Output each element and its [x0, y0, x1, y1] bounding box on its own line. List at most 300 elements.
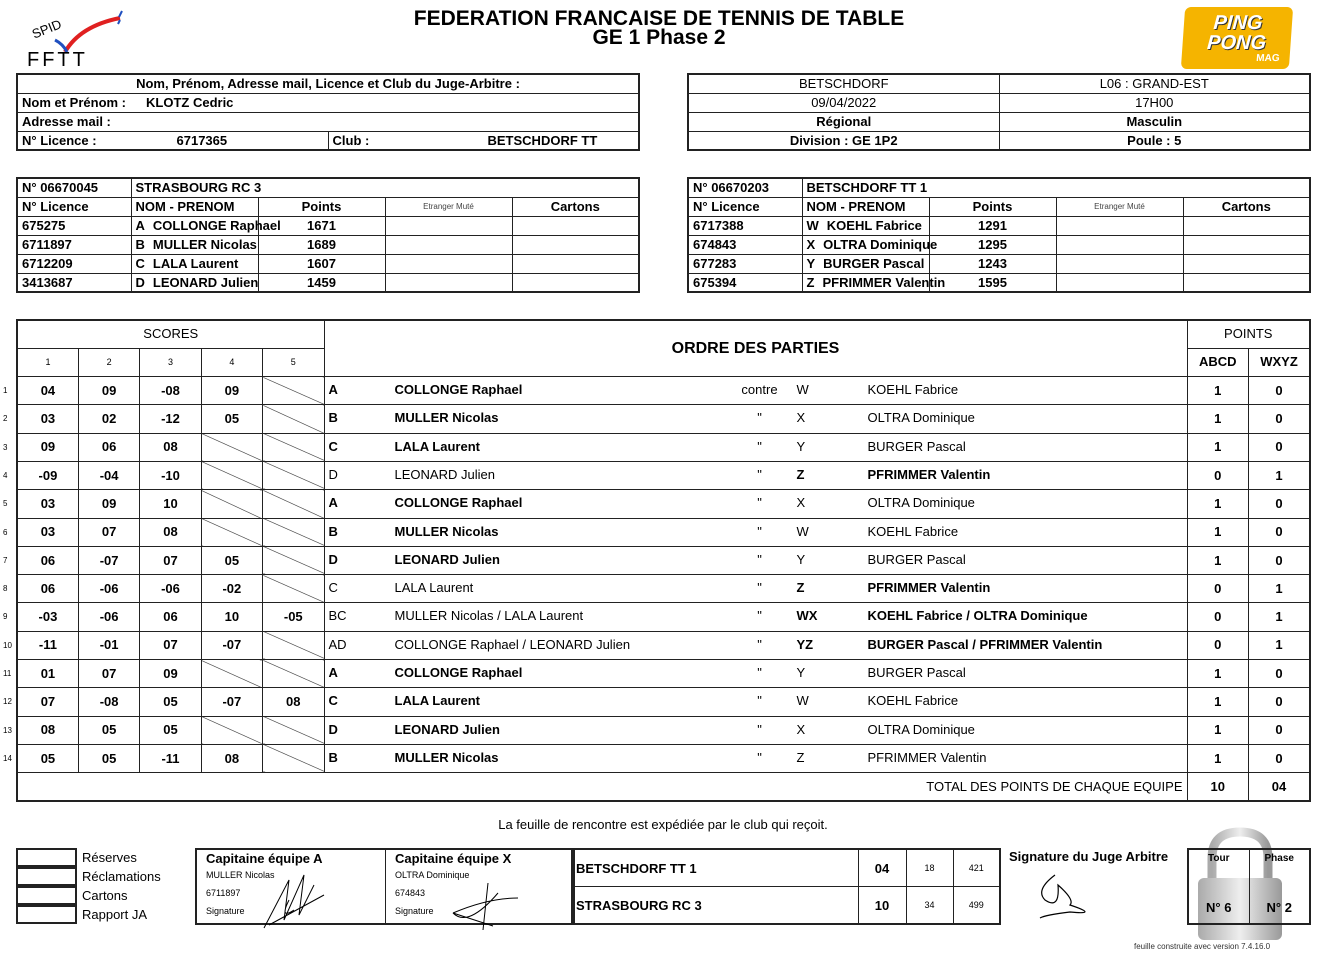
- check-row: [16, 886, 161, 905]
- game-points-x: 1: [1249, 603, 1311, 631]
- game-versus: ": [757, 466, 762, 482]
- check-label: Rapport JA: [82, 907, 148, 922]
- game-player-x: OLTRA Dominique: [867, 495, 975, 511]
- match-level: Régional: [688, 112, 999, 131]
- set-score: [263, 461, 324, 489]
- game-player-a: COLLONGE Raphael / LEONARD Julien: [394, 636, 631, 652]
- set-score: 10: [201, 603, 262, 631]
- game-row-number: 2: [3, 414, 8, 424]
- referee-signature: [1030, 870, 1110, 920]
- game-player-a: LEONARD Julien: [394, 551, 500, 567]
- check-label: Réserves: [82, 850, 137, 865]
- game-letter-x: X: [796, 495, 806, 511]
- player-etranger-cell: [1056, 235, 1183, 254]
- set-score: 08: [263, 688, 324, 716]
- player-letter: A: [135, 218, 145, 233]
- set-score: -06: [140, 575, 201, 603]
- referee-name-label: Nom et Prénom :: [22, 95, 127, 110]
- page-title: [0, 9, 1318, 47]
- games-table: [16, 319, 1311, 802]
- title-text: FEDERATION FRANCAISE DE TENNIS DE TABLE: [413, 7, 905, 30]
- team-a-header-row: [17, 197, 639, 216]
- set-score: 01: [17, 660, 78, 688]
- game-points-x: 1: [1249, 631, 1311, 659]
- result-points: 421: [953, 849, 1000, 887]
- game-row: [17, 405, 1310, 433]
- game-letter-a: C: [328, 693, 338, 709]
- game-points-a: 1: [1187, 688, 1249, 716]
- game-row-number: 1: [3, 386, 8, 395]
- game-player-a: LALA Laurent: [394, 580, 474, 596]
- set-score: 02: [78, 405, 139, 433]
- version-text: feuille construite avec version 7.4.16.0: [1134, 942, 1271, 951]
- result-sets: 34: [906, 887, 953, 925]
- game-versus: ": [757, 495, 762, 511]
- game-versus: ": [757, 580, 762, 596]
- player-cartons-cell: [512, 254, 639, 273]
- order-header: ORDRE DES PARTIES: [324, 320, 1187, 377]
- set-score: 06: [140, 603, 201, 631]
- player-etranger-cell: [1056, 273, 1183, 292]
- game-versus: ": [757, 721, 762, 737]
- game-points-a: 1: [1187, 433, 1249, 461]
- game-player-a: COLLONGE Raphael: [394, 382, 523, 398]
- player-name-cell: [131, 216, 281, 235]
- player-cartons-cell: [1183, 254, 1310, 273]
- set-score: [263, 631, 324, 659]
- player-etranger-cell: [385, 216, 512, 235]
- player-licence: 3413687: [17, 273, 131, 292]
- captain-a-signature-label: Signature: [206, 906, 245, 916]
- set-score: 08: [201, 744, 262, 772]
- set-score: [201, 660, 262, 688]
- game-row-number: 7: [3, 555, 8, 565]
- game-points-a: 1: [1187, 518, 1249, 546]
- player-etranger-cell: [385, 254, 512, 273]
- team-a-player-row: [17, 235, 639, 254]
- set-score: 07: [140, 546, 201, 574]
- phase-value: N° 2: [1249, 899, 1310, 924]
- team-a-name: STRASBOURG RC 3: [131, 178, 639, 197]
- game-letter-a: D: [328, 551, 338, 567]
- game-letter-x: W: [796, 382, 809, 398]
- result-row: [574, 849, 1000, 887]
- game-row-number: 8: [3, 584, 8, 594]
- player-letter: Z: [806, 274, 815, 290]
- check-row: [16, 848, 161, 867]
- captain-x: [386, 850, 571, 923]
- match-time: 17H00: [999, 93, 1310, 112]
- player-points: 1595: [929, 273, 1056, 292]
- set-score: -09: [17, 461, 78, 489]
- player-points: 1689: [258, 235, 385, 254]
- game-row: [17, 518, 1310, 546]
- set-score: 05: [201, 405, 262, 433]
- game-points-x: 0: [1249, 660, 1311, 688]
- set-score: 09: [17, 433, 78, 461]
- game-player-x: BURGER Pascal: [867, 438, 966, 454]
- set-score: -11: [140, 744, 201, 772]
- set-score: [201, 461, 262, 489]
- game-versus: ": [757, 438, 762, 454]
- set-score: 05: [140, 716, 201, 744]
- game-points-x: 0: [1249, 688, 1311, 716]
- set-score: [263, 575, 324, 603]
- set-score: -08: [140, 377, 201, 405]
- player-name: LALA Laurent: [152, 256, 239, 271]
- set-score: [263, 744, 324, 772]
- game-versus: ": [757, 551, 762, 567]
- game-player-a: COLLONGE Raphael: [394, 495, 523, 511]
- match-info-box: [687, 73, 1311, 151]
- game-player-x: KOEHL Fabrice: [867, 523, 959, 539]
- game-order-cell: [324, 461, 1187, 489]
- team-a-player-row: [17, 254, 639, 273]
- points-col-a: ABCD: [1187, 348, 1249, 376]
- team-x-player-row: [688, 254, 1310, 273]
- set-score: [201, 716, 262, 744]
- player-etranger-cell: [385, 235, 512, 254]
- check-label: Cartons: [82, 888, 128, 903]
- player-licence: 675394: [688, 273, 802, 292]
- set-score: [263, 660, 324, 688]
- set-score: 03: [17, 518, 78, 546]
- game-order-cell: [324, 660, 1187, 688]
- player-licence: 6711897: [17, 235, 131, 254]
- game-points-x: 1: [1249, 461, 1311, 489]
- set-score: -06: [78, 603, 139, 631]
- game-row: [17, 546, 1310, 574]
- game-letter-a: B: [328, 749, 338, 765]
- game-points-x: 0: [1249, 518, 1311, 546]
- game-player-x: BURGER Pascal: [867, 665, 966, 681]
- referee-signature-label: Signature du Juge Arbitre: [1009, 849, 1169, 864]
- player-licence: 675275: [17, 216, 131, 235]
- game-versus: ": [757, 636, 762, 652]
- game-row: [17, 603, 1310, 631]
- game-row-number: 11: [3, 669, 12, 678]
- total-label: TOTAL DES POINTS DE CHAQUE EQUIPE: [17, 773, 1187, 801]
- game-points-a: 1: [1187, 405, 1249, 433]
- game-player-x: OLTRA Dominique: [867, 721, 975, 737]
- player-name: MULLER Nicolas: [152, 237, 257, 252]
- game-points-a: 1: [1187, 716, 1249, 744]
- footer-note: La feuille de rencontre est expédiée par le club qui reçoit.: [498, 817, 828, 832]
- set-score: [263, 377, 324, 405]
- game-row-number: 3: [3, 442, 8, 452]
- team-a-player-row: [17, 216, 639, 235]
- captain-a-licence: 6711897: [206, 888, 241, 898]
- game-player-x: BURGER Pascal / PFRIMMER Valentin: [867, 636, 1103, 652]
- svg-text:FFTT: FFTT: [27, 49, 88, 71]
- player-etranger-cell: [1056, 254, 1183, 273]
- player-points: 1243: [929, 254, 1056, 273]
- set-label-4: 4: [201, 348, 262, 376]
- game-player-a: COLLONGE Raphael: [394, 665, 523, 681]
- game-letter-a: A: [328, 382, 338, 398]
- game-letter-x: Z: [796, 580, 805, 596]
- team-a-player-row: [17, 273, 639, 292]
- set-score: -07: [201, 631, 262, 659]
- game-points-x: 1: [1249, 575, 1311, 603]
- game-player-a: LEONARD Julien: [394, 721, 500, 737]
- game-versus: ": [757, 749, 762, 765]
- game-row-number: 9: [3, 612, 8, 622]
- game-row: [17, 433, 1310, 461]
- subtitle-text: GE 1 Phase 2: [592, 26, 726, 49]
- game-versus: contre: [741, 382, 778, 398]
- game-points-a: 0: [1187, 575, 1249, 603]
- captain-x-title: Capitaine équipe X: [395, 851, 512, 866]
- result-sets: 18: [906, 849, 953, 887]
- player-points: 1671: [258, 216, 385, 235]
- player-cartons-cell: [1183, 216, 1310, 235]
- captain-a-name: MULLER Nicolas: [206, 870, 275, 880]
- set-score: 09: [201, 377, 262, 405]
- referee-club: BETSCHDORF TT: [484, 131, 640, 150]
- game-points-x: 0: [1249, 490, 1311, 518]
- check-label: Réclamations: [82, 869, 161, 884]
- game-row: [17, 377, 1310, 405]
- game-player-x: PFRIMMER Valentin: [867, 466, 991, 482]
- set-score: 09: [140, 660, 201, 688]
- game-row: [17, 461, 1310, 489]
- team-a-header-2: Points: [258, 197, 385, 216]
- result-team: BETSCHDORF TT 1: [574, 849, 858, 887]
- check-box[interactable]: [16, 886, 77, 905]
- game-letter-a: B: [328, 410, 338, 426]
- set-score: -04: [78, 461, 139, 489]
- game-points-a: 0: [1187, 461, 1249, 489]
- referee-licence: 6717365: [173, 131, 329, 150]
- report-checkboxes: [16, 848, 161, 924]
- match-date: 09/04/2022: [688, 93, 999, 112]
- player-licence: 674843: [688, 235, 802, 254]
- game-points-a: 1: [1187, 660, 1249, 688]
- captain-x-licence: 674843: [395, 888, 426, 898]
- player-licence: 6712209: [17, 254, 131, 273]
- set-score: 05: [78, 716, 139, 744]
- total-a: 10: [1187, 773, 1249, 801]
- game-player-a: LALA Laurent: [394, 438, 480, 454]
- game-letter-x: Y: [796, 438, 806, 454]
- team-x-table: [687, 177, 1311, 293]
- phase-label: Phase: [1249, 849, 1310, 899]
- points-header: POINTS: [1187, 320, 1310, 348]
- player-name-cell: [131, 273, 258, 292]
- game-letter-a: AD: [328, 636, 347, 652]
- result-team: STRASBOURG RC 3: [574, 887, 858, 925]
- game-letter-a: C: [328, 438, 338, 454]
- game-player-x: KOEHL Fabrice / OLTRA Dominique: [867, 608, 1088, 624]
- team-x-header-3: Etranger Muté: [1056, 197, 1183, 216]
- games-total-row: [17, 773, 1310, 801]
- game-letter-x: Z: [796, 749, 805, 765]
- captain-x-signature: [448, 878, 523, 933]
- match-division: Division : GE 1P2: [688, 131, 999, 150]
- game-row-number: 10: [3, 640, 12, 650]
- svg-text:SPID: SPID: [29, 16, 64, 42]
- game-versus: ": [757, 665, 762, 681]
- game-points-x: 0: [1249, 716, 1311, 744]
- game-order-cell: [324, 603, 1187, 631]
- team-x-header-1: NOM - PRENOM: [802, 197, 929, 216]
- check-box[interactable]: [16, 905, 77, 924]
- player-letter: X: [806, 237, 816, 252]
- set-score: 10: [140, 490, 201, 518]
- game-order-cell: [324, 518, 1187, 546]
- match-gender: Masculin: [999, 112, 1310, 131]
- check-row: [16, 905, 161, 924]
- game-letter-a: BC: [328, 608, 347, 624]
- game-letter-x: Z: [796, 466, 805, 482]
- set-score: 08: [140, 518, 201, 546]
- set-label-5: 5: [263, 348, 324, 376]
- captain-a: [197, 850, 386, 923]
- set-score: [263, 518, 324, 546]
- team-x-number: N° 06670203: [688, 178, 802, 197]
- set-score: -10: [140, 461, 201, 489]
- captain-a-title: Capitaine équipe A: [206, 851, 323, 866]
- game-player-x: KOEHL Fabrice: [867, 382, 959, 398]
- player-letter: Y: [806, 256, 816, 271]
- team-x-header-row: [688, 197, 1310, 216]
- set-score: [201, 490, 262, 518]
- player-points: 1295: [929, 235, 1056, 254]
- player-cartons-cell: [512, 273, 639, 292]
- game-row-number: 4: [3, 470, 8, 480]
- set-score: -06: [78, 575, 139, 603]
- game-order-cell: [324, 546, 1187, 574]
- game-points-x: 0: [1249, 744, 1311, 772]
- results-table: [573, 848, 1001, 925]
- game-letter-x: YZ: [796, 636, 814, 652]
- result-score: 04: [858, 849, 906, 887]
- player-licence: 6717388: [688, 216, 802, 235]
- captains-box: [195, 848, 573, 925]
- game-points-x: 0: [1249, 546, 1311, 574]
- set-score: 07: [78, 518, 139, 546]
- game-player-a: MULLER Nicolas / LALA Laurent: [394, 608, 584, 624]
- game-row: [17, 660, 1310, 688]
- player-name-cell: [802, 273, 946, 292]
- referee-name: KLOTZ Cedric: [146, 95, 234, 110]
- game-versus: ": [757, 523, 762, 539]
- game-row: [17, 631, 1310, 659]
- game-letter-x: WX: [796, 608, 818, 624]
- set-score: -07: [78, 546, 139, 574]
- game-order-cell: [324, 575, 1187, 603]
- team-a-title-row: [17, 178, 639, 197]
- game-points-a: 1: [1187, 490, 1249, 518]
- game-player-x: BURGER Pascal: [867, 551, 966, 567]
- set-score: [263, 433, 324, 461]
- referee-licence-label: N° Licence :: [17, 131, 173, 150]
- player-licence: 677283: [688, 254, 802, 273]
- referee-box: [16, 73, 640, 151]
- game-player-x: PFRIMMER Valentin: [867, 749, 987, 765]
- game-order-cell: [324, 688, 1187, 716]
- check-box[interactable]: [16, 848, 77, 867]
- set-score: -05: [263, 603, 324, 631]
- game-points-x: 0: [1249, 433, 1311, 461]
- match-league: L06 : GRAND-EST: [999, 74, 1310, 93]
- set-score: 07: [78, 660, 139, 688]
- player-name: OLTRA Dominique: [823, 237, 938, 252]
- referee-mail-label: Adresse mail :: [17, 112, 639, 131]
- player-name-cell: [131, 254, 258, 273]
- game-player-x: KOEHL Fabrice: [867, 693, 959, 709]
- team-a-header-0: N° Licence: [17, 197, 131, 216]
- player-name: LEONARD Julien: [152, 274, 259, 290]
- game-player-x: PFRIMMER Valentin: [867, 580, 991, 596]
- player-cartons-cell: [1183, 273, 1310, 292]
- player-points: 1291: [929, 216, 1056, 235]
- game-letter-x: Y: [796, 665, 806, 681]
- set-score: 07: [17, 688, 78, 716]
- game-row: [17, 575, 1310, 603]
- scores-header: SCORES: [17, 320, 324, 348]
- set-score: -02: [201, 575, 262, 603]
- check-box[interactable]: [16, 867, 77, 886]
- set-score: [263, 490, 324, 518]
- team-x-name: BETSCHDORF TT 1: [802, 178, 1310, 197]
- team-a-number: N° 06670045: [17, 178, 131, 197]
- team-a-table: [16, 177, 640, 293]
- game-points-x: 0: [1249, 377, 1311, 405]
- game-row-number: 13: [3, 725, 12, 735]
- player-letter: W: [806, 218, 819, 233]
- game-order-cell: [324, 377, 1187, 405]
- referee-heading: Nom, Prénom, Adresse mail, Licence et Club du Juge-Arbitre :: [17, 74, 639, 93]
- game-row: [17, 744, 1310, 772]
- set-score: 06: [78, 433, 139, 461]
- game-order-cell: [324, 490, 1187, 518]
- game-letter-a: D: [328, 721, 338, 737]
- game-player-a: MULLER Nicolas: [394, 410, 499, 426]
- game-player-a: LALA Laurent: [394, 693, 480, 709]
- player-letter: C: [135, 256, 145, 271]
- game-letter-x: X: [796, 410, 806, 426]
- player-name-cell: [802, 216, 929, 235]
- set-score: 06: [17, 575, 78, 603]
- set-score: 09: [78, 377, 139, 405]
- player-name-cell: [802, 254, 929, 273]
- team-x-title-row: [688, 178, 1310, 197]
- game-letter-a: A: [328, 495, 338, 511]
- result-score: 10: [858, 887, 906, 925]
- set-label-2: 2: [78, 348, 139, 376]
- set-score: -07: [201, 688, 262, 716]
- set-score: [263, 716, 324, 744]
- set-score: -03: [17, 603, 78, 631]
- tour-phase-box: [1187, 848, 1311, 925]
- result-points: 499: [953, 887, 1000, 925]
- game-letter-a: D: [328, 466, 338, 482]
- tour-label: Tour: [1188, 849, 1249, 899]
- team-a-header-1: NOM - PRENOM: [131, 197, 258, 216]
- set-score: [263, 546, 324, 574]
- game-player-a: MULLER Nicolas: [394, 523, 499, 539]
- game-versus: ": [757, 608, 762, 624]
- set-score: [201, 518, 262, 546]
- game-letter-a: B: [328, 523, 338, 539]
- game-points-a: 1: [1187, 546, 1249, 574]
- team-x-player-row: [688, 273, 1310, 292]
- game-order-cell: [324, 405, 1187, 433]
- game-row-number: 5: [3, 499, 8, 509]
- set-score: 06: [17, 546, 78, 574]
